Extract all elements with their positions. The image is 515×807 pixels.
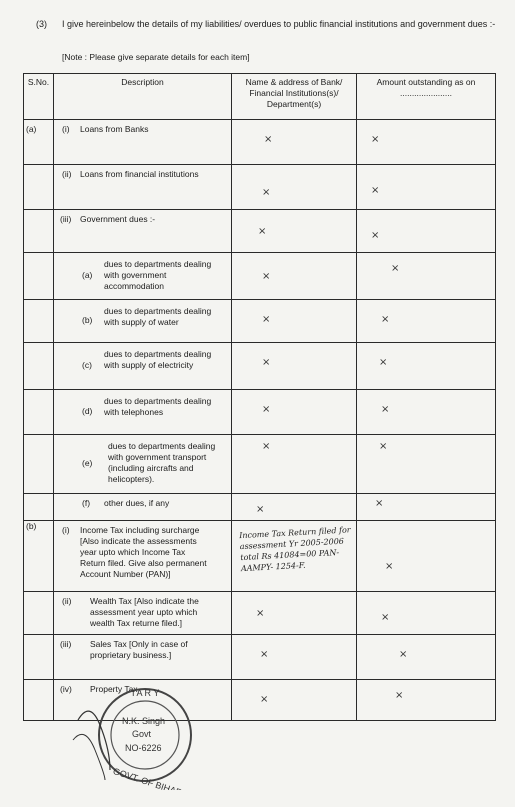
row-description [54,120,232,165]
row-description-text: other dues, if any [104,498,170,508]
row-name-address [232,435,357,494]
cross-mark-icon: × [256,608,265,619]
row-amount [357,521,496,592]
row-description-text: dues to departments dealing with supply of electricity [104,349,212,370]
cross-mark-icon: × [375,498,384,509]
row-description-text: dues to departments dealing with government accommodation [104,259,212,291]
section-number: (3) [36,19,47,29]
cross-mark-icon: × [381,314,390,325]
cross-mark-icon: × [262,441,271,452]
row-sno [24,635,54,680]
cross-mark-icon: × [262,357,271,368]
cross-mark-icon: × [262,404,271,415]
liabilities-table [23,73,496,721]
cross-mark-icon: × [258,226,267,237]
cross-mark-icon: × [381,612,390,623]
row-name-address [232,210,357,253]
row-sub-label: (c) [82,360,92,370]
row-amount [357,210,496,253]
row-sub-label: (iv) [60,684,72,694]
row-description [54,592,232,635]
cross-mark-icon: × [262,271,271,282]
table-row [24,300,496,343]
row-description-text: dues to departments dealing with government transport (including aircrafts and helicopters). [108,441,216,484]
row-sub-label: (d) [82,406,93,416]
cross-mark-icon: × [260,649,269,660]
row-sub-label: (ii) [62,596,72,606]
row-sub-label: (f) [82,498,91,508]
row-description-text: Wealth Tax [Also indicate the assessment year upto which wealth Tax returne filed.] [90,596,199,628]
cross-mark-icon: × [381,404,390,415]
row-sub-label: (i) [62,525,70,535]
row-sno [24,680,54,721]
row-description-text: Sales Tax [Only in case of proprietary business.] [90,639,188,660]
cross-mark-icon: × [262,314,271,325]
row-sno [24,343,54,390]
row-description [54,165,232,210]
row-sub-label: (b) [82,315,93,325]
table-row [24,210,496,253]
svg-text:Govt: Govt [132,729,152,739]
cross-mark-icon: × [262,187,271,198]
row-sno [24,210,54,253]
svg-text:GOVT. OF BIHAR: GOVT. OF BIHAR [111,765,184,790]
row-name-address [232,635,357,680]
row-description-text: Income Tax including surcharge [Also indicate the assessments year upto which Income Tax Return filed. Give also permanent Account Number (PAN)] [80,525,207,579]
row-sno: (a) [24,120,54,165]
row-description-text: Government dues :- [80,214,156,224]
row-sno [24,390,54,435]
cross-mark-icon: × [371,185,380,196]
row-name-address [232,680,357,721]
table-row [24,343,496,390]
row-description [54,300,232,343]
row-name-address [232,165,357,210]
intro-text: I give hereinbelow the details of my liabilities/ overdues to public financial institutions and government dues :- [62,19,496,29]
header-amount: Amount outstanding as on ...................... [357,74,496,120]
row-sub-label: (iii) [60,639,72,649]
row-sno [24,253,54,300]
cross-mark-icon: × [371,134,380,145]
row-name-address [232,521,357,592]
row-name-address [232,343,357,390]
row-amount [357,390,496,435]
row-sno: (b) [24,521,54,592]
row-name-address [232,592,357,635]
row-description-text: Property Tax [90,684,138,694]
row-amount [357,680,496,721]
row-description [54,390,232,435]
cross-mark-icon: × [399,649,408,660]
row-description-text: Loans from financial institutions [80,169,199,179]
table-row [24,435,496,494]
cross-mark-icon: × [260,694,269,705]
row-amount [357,165,496,210]
row-description [54,680,232,721]
row-sub-label: (i) [62,124,70,134]
row-amount [357,253,496,300]
row-sub-label: (iii) [60,214,72,224]
cross-mark-icon: × [379,357,388,368]
table-row [24,521,496,592]
cross-mark-icon: × [264,134,273,145]
row-sub-label: (e) [82,458,93,468]
table-row [24,592,496,635]
row-description [54,435,232,494]
row-description-text: Loans from Banks [80,124,149,134]
row-sub-label: (ii) [62,169,72,179]
row-description-text: dues to departments dealing with supply of water [104,306,212,327]
row-description [54,253,232,300]
svg-text:I A R Y: I A R Y [132,688,160,698]
cross-mark-icon: × [371,230,380,241]
cross-mark-icon: × [395,690,404,701]
handwritten-income-tax-note: Income Tax Return filed for assessment Yr 2005-2006 total Rs 41084=00 PAN- AAMPY- 1254-F. [238,525,351,574]
cross-mark-icon: × [379,441,388,452]
row-name-address [232,300,357,343]
row-sno [24,300,54,343]
row-amount [357,300,496,343]
row-amount [357,494,496,521]
table-row [24,635,496,680]
table-row [24,165,496,210]
row-description [54,635,232,680]
table-row [24,390,496,435]
row-description [54,494,232,521]
row-amount [357,343,496,390]
row-name-address [232,253,357,300]
svg-text:NO-6226: NO-6226 [125,743,162,753]
row-sub-label: (a) [82,270,93,280]
table-row [24,494,496,521]
row-sno [24,494,54,521]
cross-mark-icon: × [391,263,400,274]
row-description [54,210,232,253]
row-sno [24,592,54,635]
note-text: [Note : Please give separate details for each item] [62,52,250,62]
row-description-text: dues to departments dealing with telephones [104,396,212,417]
row-sno [24,435,54,494]
row-name-address [232,120,357,165]
row-name-address [232,494,357,521]
table-row [24,120,496,165]
row-description [54,343,232,390]
table-row [24,680,496,721]
svg-text:N.K. Singh: N.K. Singh [122,716,166,726]
header-description: Description [54,74,232,120]
header-name-address: Name & address of Bank/ Financial Institutions(s)/ Department(s) [232,74,357,120]
row-name-address [232,390,357,435]
cross-mark-icon: × [256,504,265,515]
row-amount [357,592,496,635]
cross-mark-icon: × [385,561,394,572]
row-description [54,521,232,592]
row-amount [357,120,496,165]
table-row [24,253,496,300]
row-sno [24,165,54,210]
header-sno: S.No. [24,74,54,120]
row-amount [357,635,496,680]
row-amount [357,435,496,494]
